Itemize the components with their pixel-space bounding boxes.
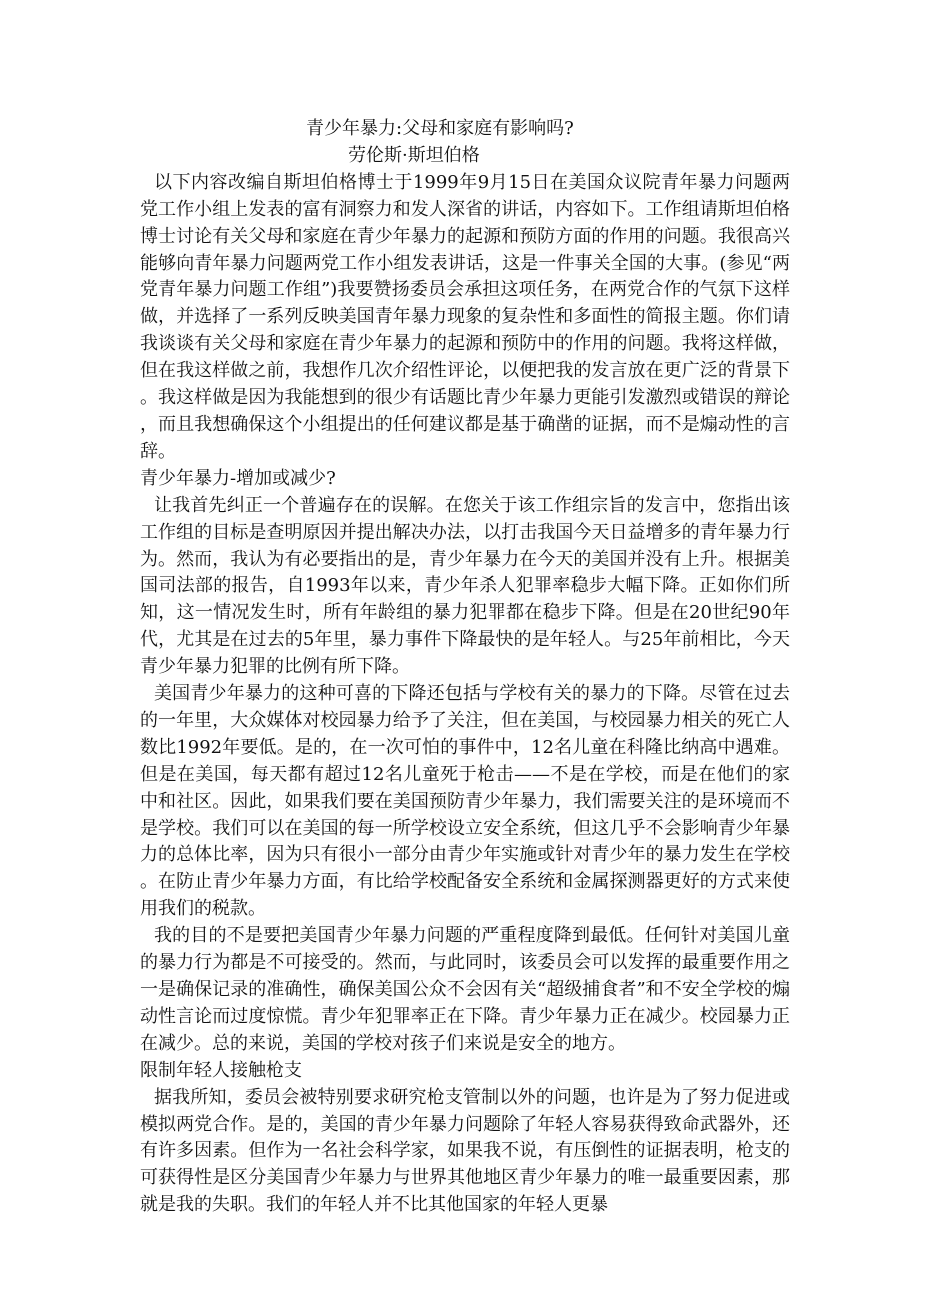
paragraph-school-violence: 美国青少年暴力的这种可喜的下降还包括与学校有关的暴力的下降。尽管在过去的一年里，大众媒体对校园暴力给予了关注，但在美国，与校园暴力相关的死亡人数比1992年要低。是的，在一次可怕的事件中，12名儿童在科隆比纳高中遇难。但是在美国，每天都有超过12名儿童死于枪击——不是在学校，而是在他们的家中和社区。因此，如果我们要在美国预防青少年暴力，我们需要关注的是环境而不是学校。我们可以在美国的每一所学校设立安全系统，但这几乎不会影响青少年暴力的总体比率，因为只有很小一部分由青少年实施或针对青少年的暴力发生在学校。在防止青少年暴力方面，有比给学校配备安全系统和金属探测器更好的方式来使用我们的税款。	[140, 683, 790, 920]
section-heading-gun-access: 限制年轻人接触枪支	[140, 1059, 302, 1081]
intro-paragraph: 以下内容改编自斯坦伯格博士于1999年9月15日在美国众议院青年暴力问题两党工作小组上发表的富有洞察力和发人深省的讲话，内容如下。工作组请斯坦伯格博士讨论有关父母和家庭在青少年暴力的起源和预防方面的作用的问题。我很高兴能够向青年暴力问题两党工作小组发表讲话，这是一件事关全国的大事。(参见“两党青年暴力问题工作组”)我要赞扬委员会承担这项任务，在两党合作的气氛下这样做，并选择了一系列反映美国青年暴力现象的复杂性和多面性的简报主题。你们请我谈谈有关父母和家庭在青少年暴力的起源和预防中的作用的问题。我将这样做，但在我这样做之前，我想作几次介绍性评论，以便把我的发言放在更广泛的背景下。我这样做是因为我能想到的很少有话题比青少年暴力更能引发激烈或错误的辩论，而且我想确保这个小组提出的任何建议都是基于确凿的证据，而不是煽动性的言辞。	[140, 171, 790, 462]
paragraph-purpose: 我的目的不是要把美国青少年暴力问题的严重程度降到最低。任何针对美国儿童的暴力行为都是不可接受的。然而，与此同时，该委员会可以发挥的最重要作用之一是确保记录的准确性，确保美国公众不会因有关“超级捕食者”和不安全学校的煽动性言论而过度惊慌。青少年犯罪率正在下降。青少年暴力正在减少。校园暴力正在减少。总的来说，美国的学校对孩子们来说是安全的地方。	[140, 925, 790, 1054]
document-title: 青少年暴力:父母和家庭有影响吗?	[306, 118, 574, 139]
paragraph-gun-control: 据我所知，委员会被特别要求研究枪支管制以外的问题，也许是为了努力促进或模拟两党合作。是的，美国的青少年暴力问题除了年轻人容易获得致命武器外，还有许多因素。但作为一名社会科学家，如果我不说，有压倒性的证据表明，枪支的可获得性是区分美国青少年暴力与世界其他地区青少年暴力的唯一最重要因素，那就是我的失职。我们的年轻人并不比其他国家的年轻人更暴	[140, 1086, 790, 1216]
document-author: 劳伦斯·斯坦伯格	[348, 144, 480, 166]
document-body	[140, 116, 790, 1219]
paragraph-misconception: 让我首先纠正一个普遍存在的误解。在您关于该工作组宗旨的发言中，您指出该工作组的目标是查明原因并提出解决办法，以打击我国今天日益增多的青年暴力行为。然而，我认为有必要指出的是，青少年暴力在今天的美国并没有上升。根据美国司法部的报告，自1993年以来，青少年杀人犯罪率稳步大幅下降。正如你们所知，这一情况发生时，所有年龄组的暴力犯罪都在稳步下降。但是在20世纪90年代，尤其是在过去的5年里，暴力事件下降最快的是年轻人。与25年前相比，今天青少年暴力犯罪的比例有所下降。	[140, 494, 790, 678]
section-heading-violence-trend: 青少年暴力-增加或减少?	[140, 467, 336, 489]
